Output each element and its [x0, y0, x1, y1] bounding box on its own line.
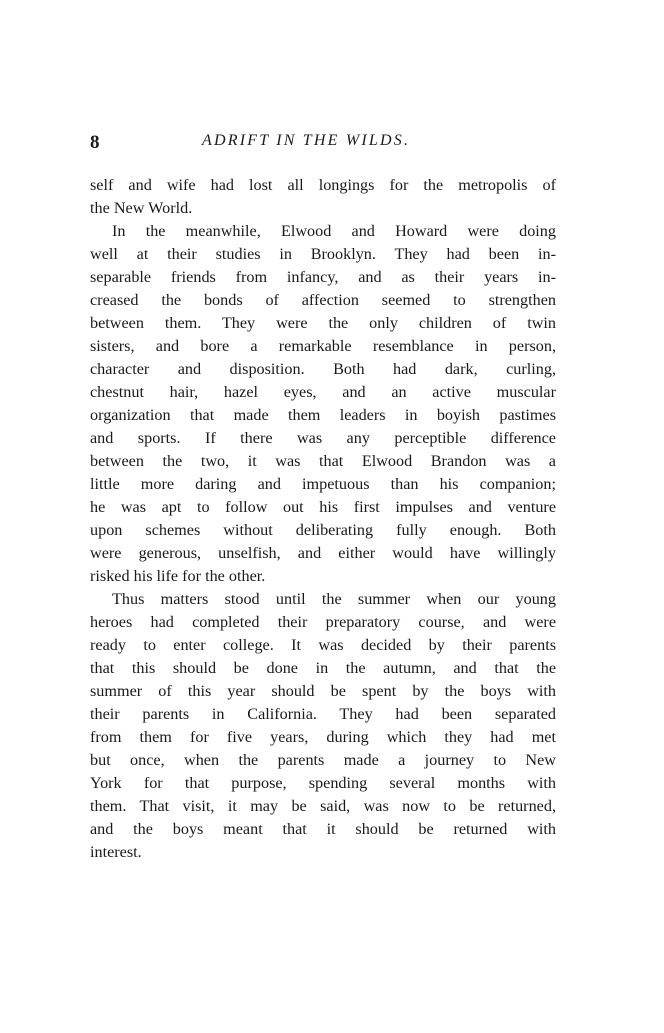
text-line: separable friends from infancy, and as their years in-: [90, 268, 556, 286]
text-line: self and wife had lost all longings for the metropolis of: [90, 176, 556, 194]
text-line: he was apt to follow out his first impulses and venture: [90, 498, 556, 516]
text-line: creased the bonds of affection seemed to strengthen: [90, 291, 556, 309]
text-line: that this should be done in the autumn, and that the: [90, 659, 556, 677]
text-line: their parents in California. They had been separated: [90, 705, 556, 723]
text-line: In the meanwhile, Elwood and Howard were doing: [112, 222, 556, 240]
text-line: upon schemes without deliberating fully enough. Both: [90, 521, 556, 539]
page-number: 8: [90, 132, 100, 153]
text-line: were generous, unselfish, and either would have willingly: [90, 544, 556, 562]
text-line: ready to enter college. It was decided by their parents: [90, 636, 556, 654]
text-line: between the two, it was that Elwood Brandon was a: [90, 452, 556, 470]
text-line: organization that made them leaders in boyish pastimes: [90, 406, 556, 424]
text-line: little more daring and impetuous than his companion;: [90, 475, 556, 493]
text-line: summer of this year should be spent by the boys with: [90, 682, 556, 700]
text-line: and sports. If there was any perceptible difference: [90, 429, 556, 447]
text-line: character and disposition. Both had dark, curling,: [90, 360, 556, 378]
text-line: interest.: [90, 843, 142, 861]
body-text: [90, 174, 556, 864]
text-line: between them. They were the only children of twin: [90, 314, 556, 332]
text-line: but once, when the parents made a journey to New: [90, 751, 556, 769]
text-line: chestnut hair, hazel eyes, and an active muscular: [90, 383, 556, 401]
text-line: the New World.: [90, 199, 193, 217]
text-line: sisters, and bore a remarkable resemblance in person,: [90, 337, 556, 355]
running-title: ADRIFT IN THE WILDS.: [202, 132, 411, 149]
text-line: them. That visit, it may be said, was now to be returned,: [90, 797, 556, 815]
text-line: and the boys meant that it should be returned with: [90, 820, 556, 838]
text-line: well at their studies in Brooklyn. They had been in-: [90, 245, 556, 263]
text-line: York for that purpose, spending several months with: [90, 774, 556, 792]
running-head: [90, 132, 556, 156]
text-line: heroes had completed their preparatory course, and were: [90, 613, 556, 631]
text-line: Thus matters stood until the summer when our young: [112, 590, 556, 608]
text-line: risked his life for the other.: [90, 567, 266, 585]
text-line: from them for five years, during which they had met: [90, 728, 556, 746]
